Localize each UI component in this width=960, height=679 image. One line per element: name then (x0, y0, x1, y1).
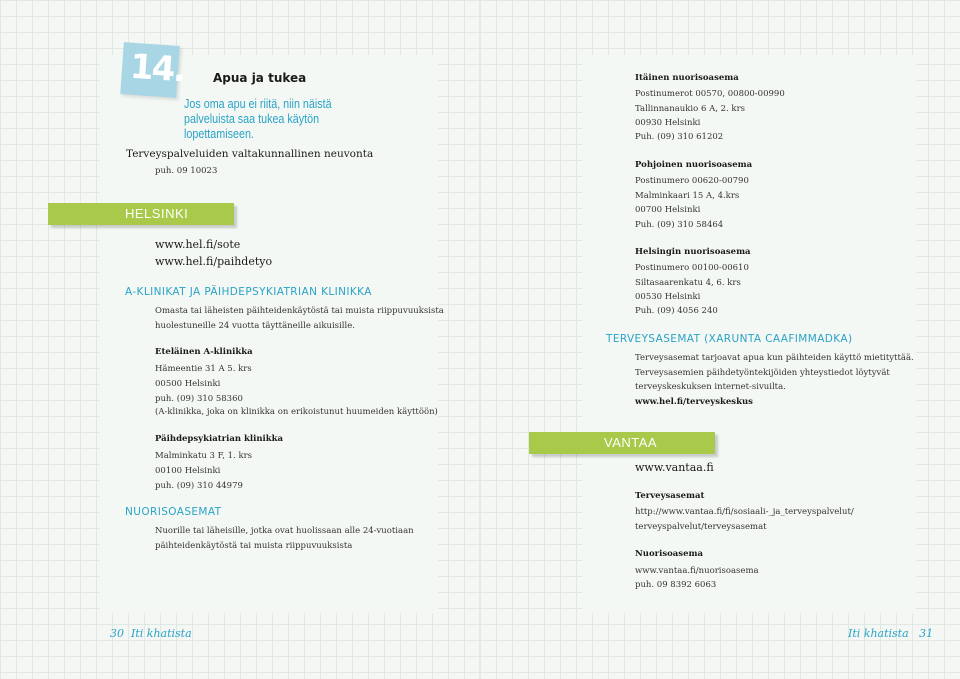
psych-clinic-name: Päihdepsykiatrian klinikka (155, 434, 284, 444)
vantaa-ribbon (529, 432, 715, 454)
national-phone: puh. 09 10023 (155, 166, 218, 176)
health-line: terveyskeskuksen internet-sivuilta. (635, 382, 786, 392)
east-station-name: Itäinen nuorisoasema (635, 73, 739, 83)
footer-title: Iti khatista (848, 627, 909, 640)
helsinki-station-line: Postinumero 00100-00610 (635, 263, 749, 273)
youth-desc-line: Nuorille tai läheisille, jotka ovat huolissaan alle 24-vuotiaan (155, 526, 414, 536)
link-vantaa[interactable]: www.vantaa.fi (635, 461, 714, 474)
a-clinic-heading: A-KLINIKAT JA PÄIHDEPSYKIATRIAN KLINIKKA (125, 286, 372, 298)
link-hel-paihdetyo[interactable]: www.hel.fi/paihdetyo (155, 255, 273, 268)
helsinki-station-line: Siltasaarenkatu 4, 6. krs (635, 278, 741, 288)
help-subtitle: Jos oma apu ei riitä, niin näistä palveluista saa tukea käytön lopettamiseen. (184, 97, 332, 141)
north-station-line: Malminkaari 15 A, 4.krs (635, 191, 740, 201)
east-station-line: Postinumerot 00570, 00800-00990 (635, 89, 785, 99)
national-service-title: Terveyspalveluiden valtakunnallinen neuvonta (126, 148, 374, 160)
footer-page-number: 30 (110, 627, 124, 640)
helsinki-label: HELSINKI (125, 206, 189, 221)
vantaa-youth-phone: puh. 09 8392 6063 (635, 580, 717, 590)
north-station-line: 00700 Helsinki (635, 205, 701, 215)
page-spine (479, 0, 481, 679)
vantaa-health-link[interactable]: terveyspalvelut/terveysasemat (635, 522, 767, 532)
south-clinic-line: Hämeentie 31 A 5. krs (155, 364, 252, 374)
north-station-line: Puh. (09) 310 58464 (635, 220, 724, 230)
vantaa-youth-link[interactable]: www.vantaa.fi/nuorisoasema (635, 566, 759, 576)
east-station-line: 00930 Helsinki (635, 118, 701, 128)
youth-heading: NUORISOASEMAT (125, 506, 222, 518)
vantaa-health-link[interactable]: http://www.vantaa.fi/fi/sosiaali-_ja_terveyspalvelut/ (635, 507, 854, 517)
health-link[interactable]: www.hel.fi/terveyskeskus (635, 397, 753, 407)
vantaa-youth-name: Nuorisoasema (635, 549, 703, 559)
helsinki-station-name: Helsingin nuorisoasema (635, 247, 751, 257)
helsinki-station-line: Puh. (09) 4056 240 (635, 306, 718, 316)
footer-title: Iti khatista (131, 627, 192, 640)
footer-left (110, 627, 192, 640)
psych-clinic-line: Malminkatu 3 F, 1. krs (155, 451, 253, 461)
chapter-number: 14. (128, 46, 186, 91)
vantaa-health-name: Terveysasemat (635, 491, 705, 501)
vantaa-label: VANTAA (604, 435, 658, 450)
helsinki-ribbon (48, 203, 234, 225)
health-heading: TERVEYSASEMAT (XARUNTA CAAFIMMADKA) (606, 333, 853, 345)
a-clinic-desc-line: Omasta tai läheisten päihteidenkäytöstä tai muista riippuvuuksista (155, 306, 444, 316)
a-clinic-desc-line: huolestuneille 24 vuotta täyttäneille aikuisille. (155, 321, 355, 331)
footer-page-number: 31 (919, 627, 934, 640)
east-station-line: Puh. (09) 310 61202 (635, 132, 724, 142)
youth-desc-line: päihteidenkäytöstä tai muista riippuvuuksista (155, 541, 353, 551)
health-line: Terveysasemat tarjoavat apua kun päihteiden käyttö mietityttää. (635, 353, 914, 363)
help-title: Apua ja tukea (213, 71, 307, 85)
south-clinic-line: (A-klinikka, joka on klinikka on erikoistunut huumeiden käyttöön) (155, 407, 438, 417)
east-station-line: Tallinnanaukio 6 A, 2. krs (635, 104, 745, 114)
north-station-name: Pohjoinen nuorisoasema (635, 160, 753, 170)
psych-clinic-line: 00100 Helsinki (155, 466, 221, 476)
health-line: Terveysasemien päihdetyöntekijöiden yhteystiedot löytyvät (635, 368, 890, 378)
south-clinic-line: 00500 Helsinki (155, 379, 221, 389)
link-hel-sote[interactable]: www.hel.fi/sote (155, 238, 241, 251)
south-clinic-line: puh. (09) 310 58360 (155, 394, 243, 404)
north-station-line: Postinumero 00620-00790 (635, 176, 749, 186)
helsinki-station-line: 00530 Helsinki (635, 292, 701, 302)
footer-right (848, 627, 933, 640)
south-clinic-name: Eteläinen A-klinikka (155, 347, 253, 357)
psych-clinic-line: puh. (09) 310 44979 (155, 481, 243, 491)
chapter-badge (120, 42, 186, 98)
